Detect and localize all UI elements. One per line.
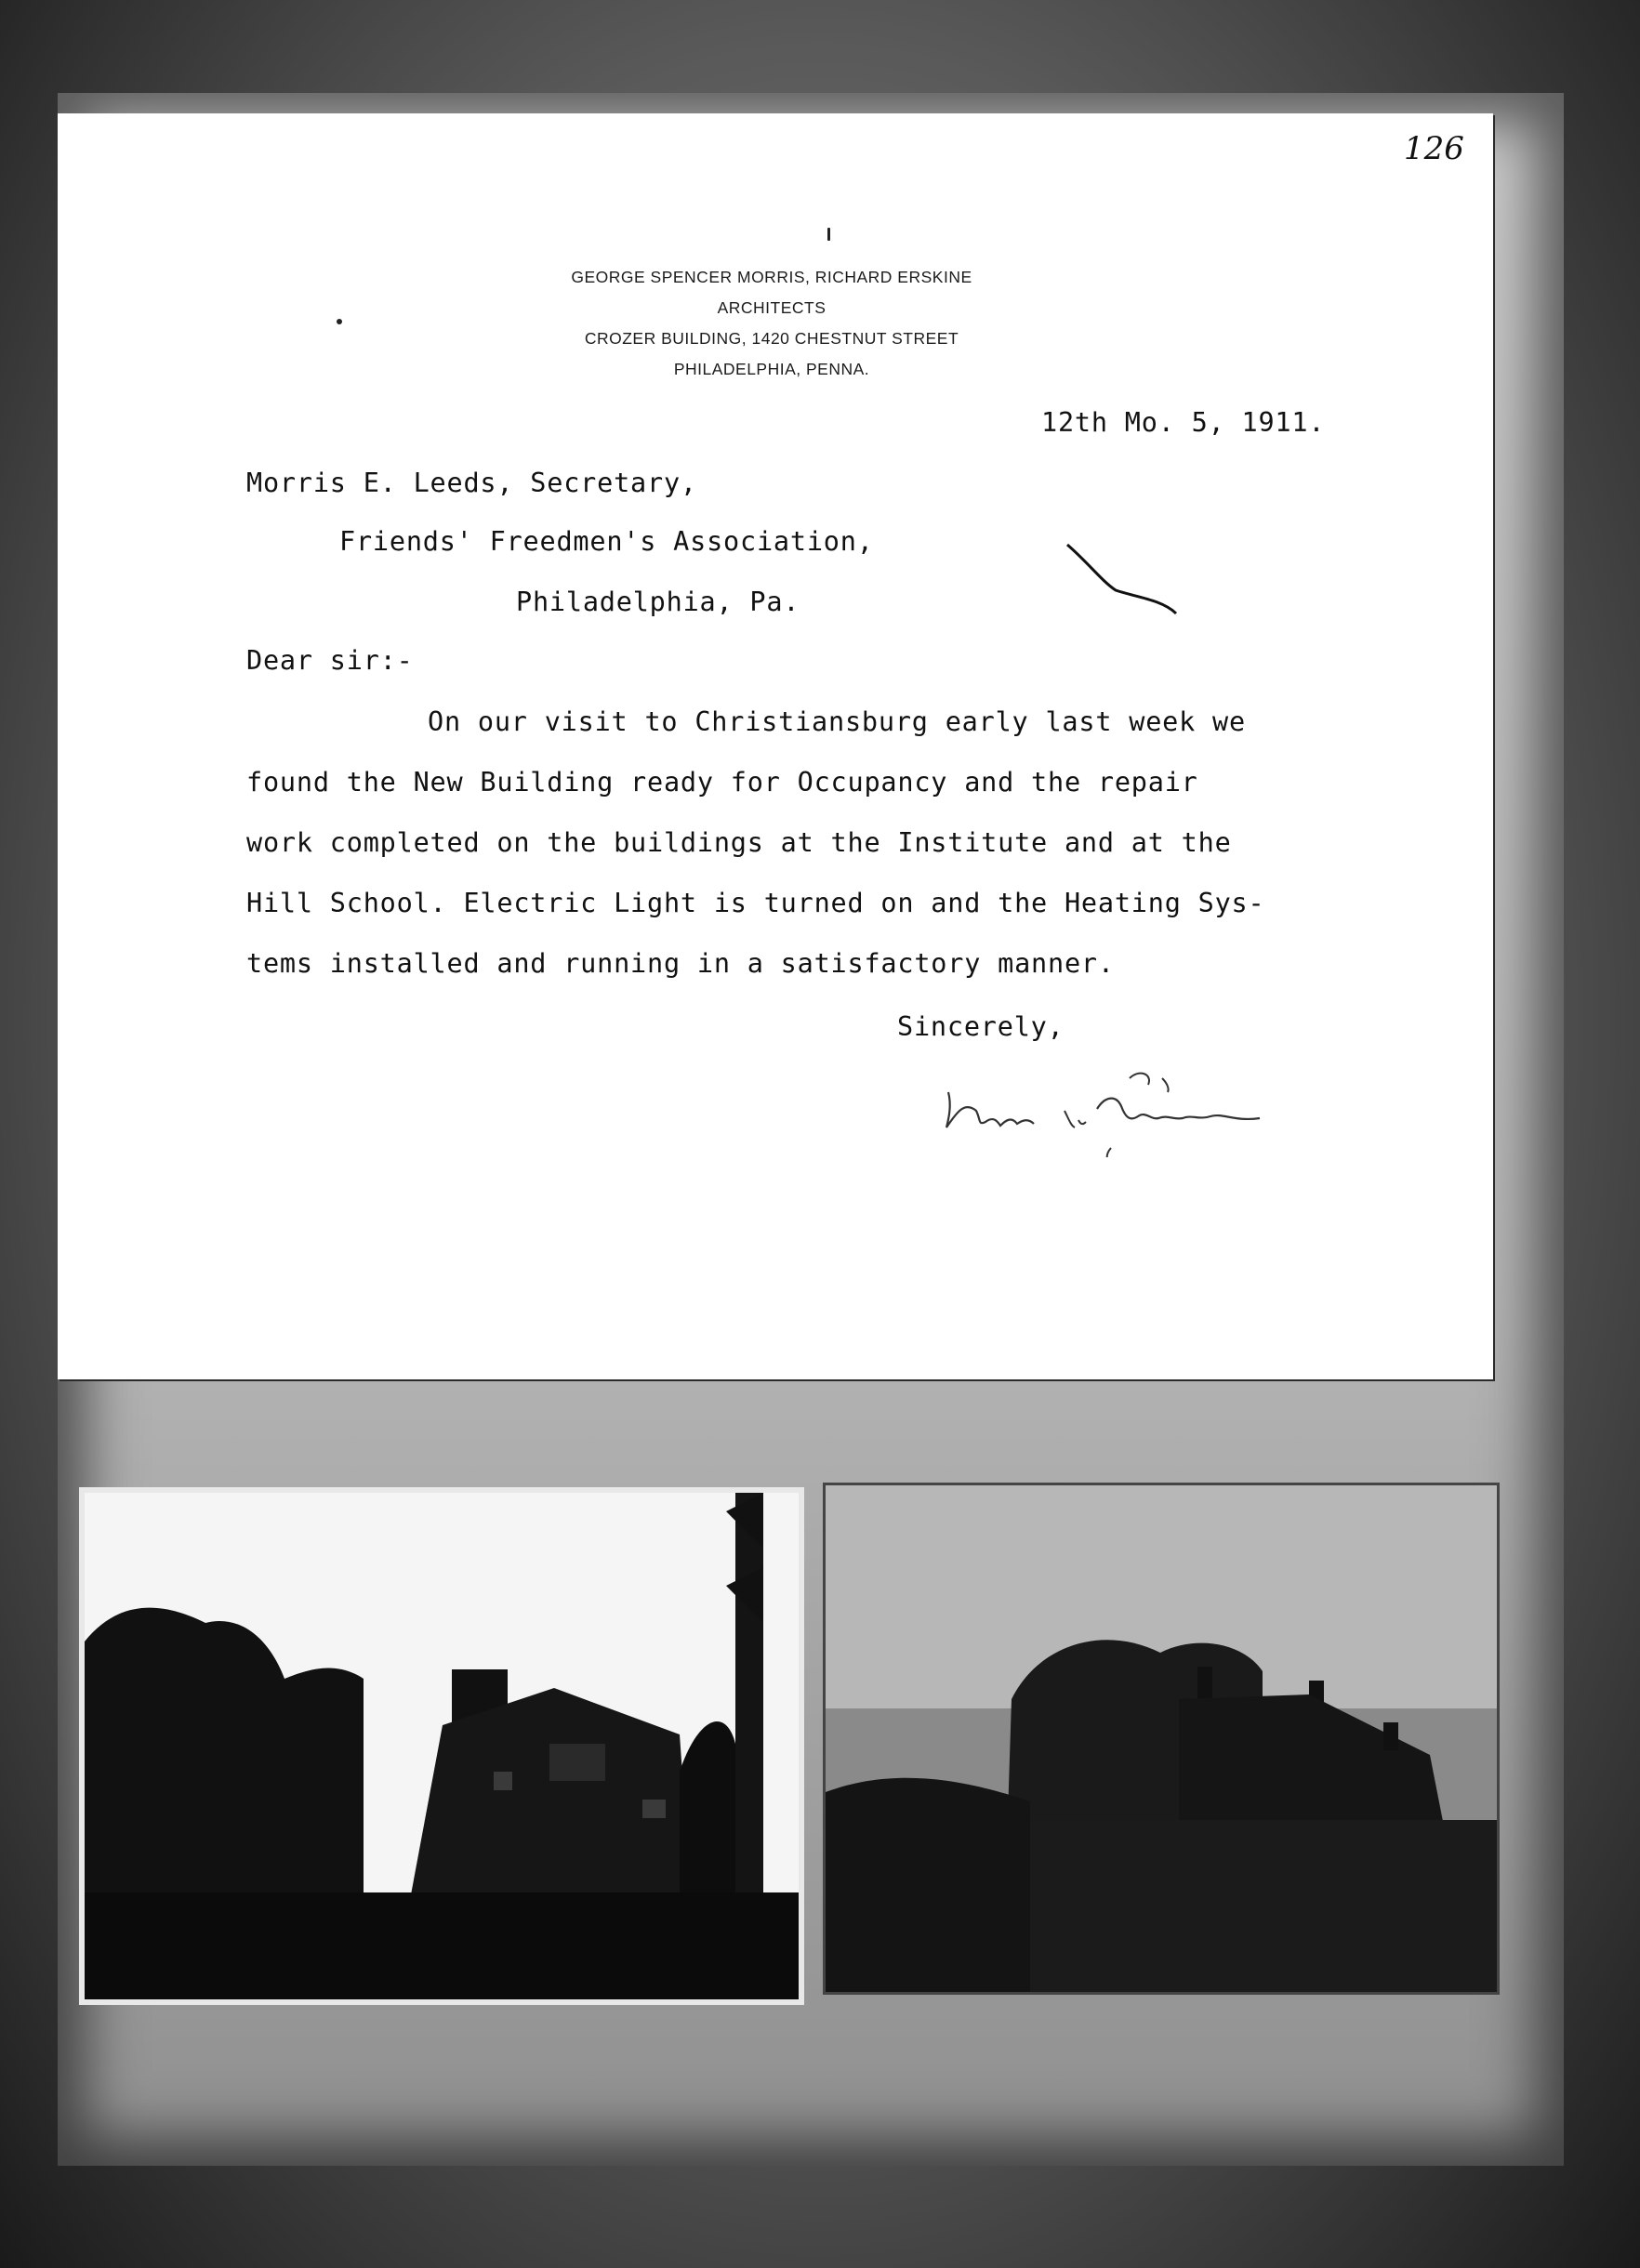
letterhead	[521, 262, 1023, 385]
body-line: Hill School. Electric Light is turned on and the Heating Sys-	[246, 888, 1265, 918]
ink-speck	[337, 319, 342, 324]
brick-house-photo	[79, 1487, 804, 2005]
handwritten-signature	[939, 1055, 1274, 1157]
body-line: On our visit to Christiansburg early last week we	[428, 706, 1246, 737]
recipient-organization: Friends' Freedmen's Association,	[339, 526, 874, 557]
letterhead-address: CROZER BUILDING, 1420 CHESTNUT STREET	[584, 329, 959, 348]
letterhead-profession: ARCHITECTS	[717, 298, 827, 317]
body-line: found the New Building ready for Occupancy and the repair	[246, 767, 1198, 798]
body-line: tems installed and running in a satisfactory manner.	[246, 948, 1115, 979]
closing: Sincerely,	[897, 1011, 1065, 1042]
letterhead-city: PHILADELPHIA, PENNA.	[673, 360, 870, 378]
ink-speck	[827, 228, 830, 241]
body-line: work completed on the buildings at the Institute and at the	[246, 827, 1232, 858]
recipient-city: Philadelphia, Pa.	[516, 587, 800, 617]
building-silhouette-photo	[823, 1483, 1500, 1995]
recipient-name: Morris E. Leeds, Secretary,	[246, 468, 697, 498]
page-number: 126	[1404, 130, 1464, 167]
letter-date: 12th Mo. 5, 1911.	[1041, 407, 1326, 438]
salutation: Dear sir:-	[246, 645, 414, 676]
letterhead-firm: GEORGE SPENCER MORRIS, RICHARD ERSKINE	[571, 268, 972, 286]
pen-stroke-mark	[1060, 539, 1190, 623]
